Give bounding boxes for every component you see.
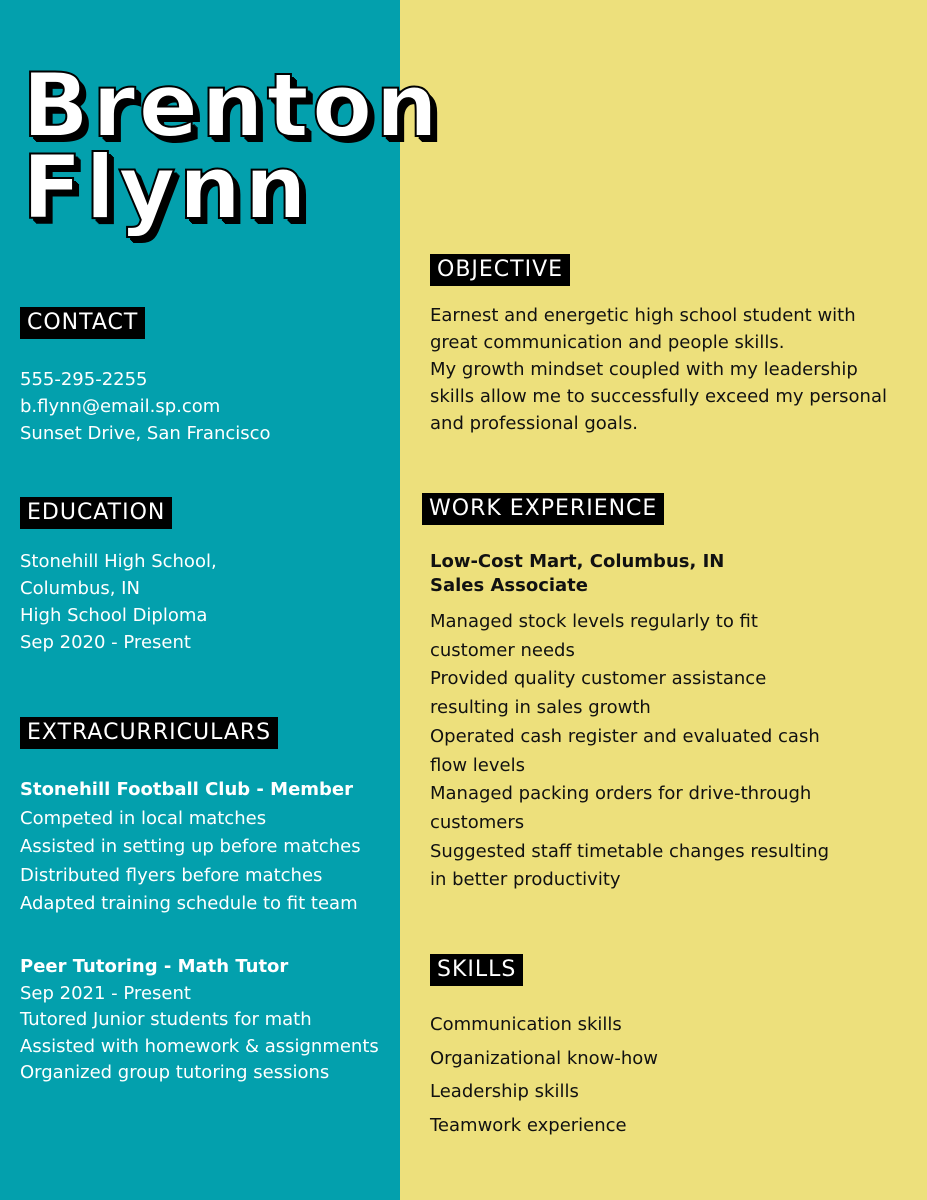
contact-section: [20, 366, 271, 447]
activity-tutoring: [20, 954, 379, 1087]
activity-title: Stonehill Football Club - Member: [20, 779, 354, 800]
work-duties: [430, 608, 829, 895]
contact-address: Sunset Drive, San Francisco: [20, 423, 271, 444]
work-duty-line: Operated cash register and evaluated cash: [430, 725, 820, 747]
activity-title: Peer Tutoring - Math Tutor: [20, 956, 289, 977]
activity-line: Assisted in setting up before matches: [20, 836, 361, 857]
activity-line: Organized group tutoring sessions: [20, 1062, 330, 1083]
activity-line: Tutored Junior students for math: [20, 1009, 312, 1030]
skill-item: Leadership skills: [430, 1081, 579, 1103]
objective-line: My growth mindset coupled with my leadership: [430, 359, 858, 380]
activity-line: Competed in local matches: [20, 807, 267, 829]
objective-section: [430, 302, 887, 437]
work-duty-line: flow levels: [430, 754, 525, 776]
work-heading: WORK EXPERIENCE: [422, 493, 664, 525]
education-line: Stonehill High School,: [20, 551, 217, 572]
work-employer: Low-Cost Mart, Columbus, IN: [430, 551, 725, 572]
contact-phone: 555-295-2255: [20, 369, 148, 390]
work-employer-block: [430, 550, 724, 598]
work-duty-line: Provided quality customer assistance: [430, 668, 767, 690]
work-duty-line: Managed stock levels regularly to fit: [430, 611, 758, 632]
education-heading: EDUCATION: [20, 497, 172, 529]
contact-email: b.flynn@email.sp.com: [20, 396, 221, 417]
skill-item: Organizational know-how: [430, 1047, 659, 1069]
work-duty-line: Managed packing orders for drive-through: [430, 783, 812, 805]
name-last: Flynn: [22, 136, 310, 239]
work-duty-line: resulting in sales growth: [430, 697, 651, 719]
skills-list: [430, 1008, 658, 1143]
education-line: Sep 2020 - Present: [20, 632, 191, 653]
objective-line: great communication and people skills.: [430, 332, 785, 353]
activity-line: Adapted training schedule to fit team: [20, 893, 358, 914]
work-duty-line: Suggested staff timetable changes resulting: [430, 840, 830, 862]
work-duty-line: customer needs: [430, 639, 575, 661]
education-line: High School Diploma: [20, 605, 208, 626]
extracurriculars-heading: EXTRACURRICULARS: [20, 717, 278, 749]
activity-line: Assisted with homework & assignments: [20, 1035, 379, 1057]
objective-line: and professional goals.: [430, 413, 638, 434]
name-first: Brenton: [22, 54, 441, 157]
skills-heading: SKILLS: [430, 954, 523, 986]
skill-item: Communication skills: [430, 1014, 622, 1035]
objective-line: Earnest and energetic high school student with: [430, 305, 856, 326]
objective-line: skills allow me to successfully exceed my personal: [430, 386, 887, 407]
activity-line: Distributed flyers before matches: [20, 864, 323, 886]
work-role: Sales Associate: [430, 575, 588, 596]
education-line: Columbus, IN: [20, 578, 140, 599]
education-section: [20, 548, 217, 656]
contact-heading: CONTACT: [20, 307, 145, 339]
activity-line: Sep 2021 - Present: [20, 982, 191, 1004]
activity-football: [20, 776, 361, 919]
work-duty-line: in better productivity: [430, 869, 621, 891]
work-duty-line: customers: [430, 811, 525, 833]
skill-item: Teamwork experience: [430, 1115, 627, 1137]
objective-heading: OBJECTIVE: [430, 254, 570, 286]
